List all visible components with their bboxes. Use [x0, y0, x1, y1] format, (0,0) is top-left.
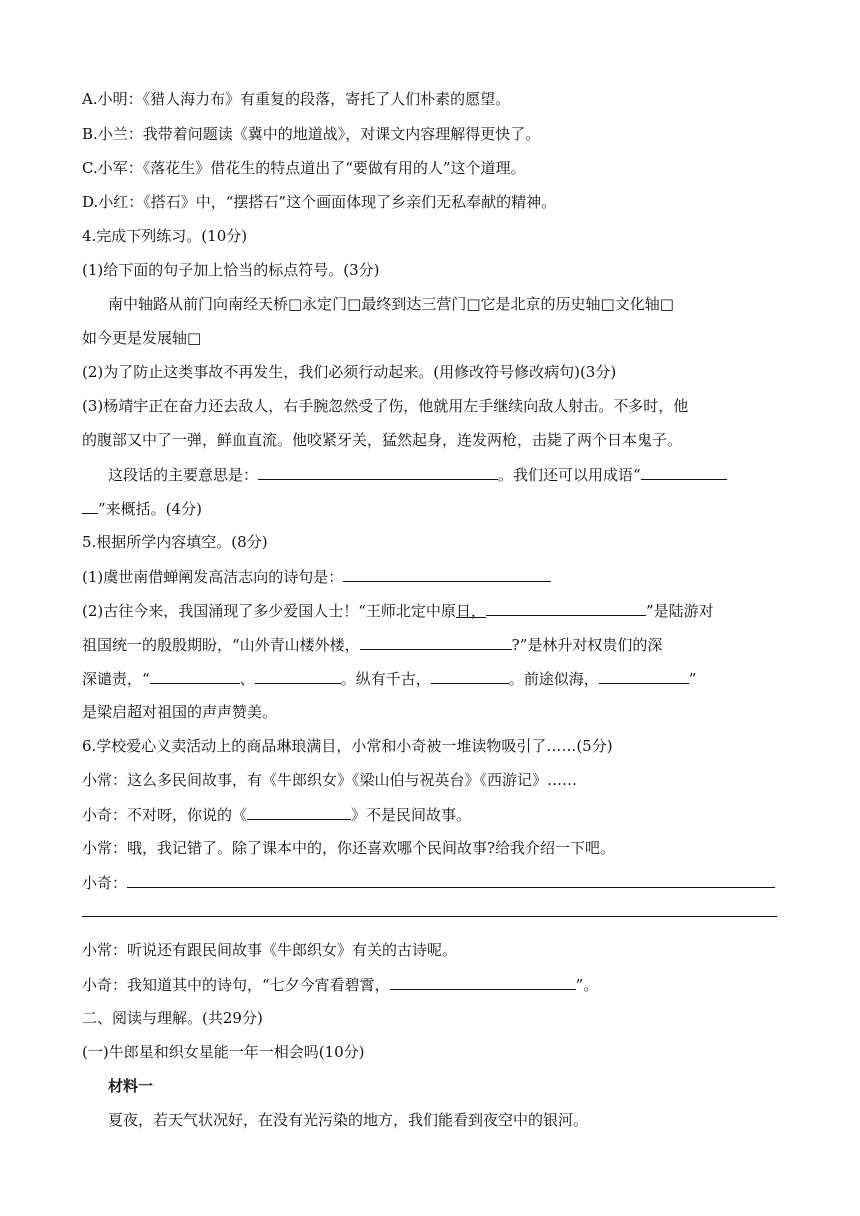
option-a: A.小明：《猎人海力布》有重复的段落，寄托了人们朴素的愿望。	[82, 90, 511, 108]
q4-part3-question-cont	[82, 498, 782, 518]
q5-text-f: 、	[239, 670, 255, 688]
idiom-blank[interactable]	[641, 464, 727, 480]
poem-blank-4[interactable]	[150, 668, 240, 684]
question-6-title: 6.学校爱心义卖活动上的商品琳琅满目，小常和小奇被一堆读物吸引了……(5分)	[82, 737, 613, 755]
story-intro-blank-line2[interactable]	[82, 916, 777, 917]
q5-part1	[82, 566, 782, 586]
q4-part1-title: (1)给下面的句子加上恰当的标点符号。(3分)	[82, 261, 380, 279]
q4-idiom-suffix: ”来概括。(4分)	[98, 500, 202, 518]
q6-dialog-2	[82, 804, 782, 824]
q5-part2-line3	[82, 668, 782, 688]
q4-part2: (2)为了防止这类事故不再发生，我们必须行动起来。(用修改符号修改病句)(3分)	[82, 363, 617, 381]
q4-idiom-label: 。我们还可以用成语“	[498, 466, 641, 484]
q6-dialog-4	[82, 872, 782, 892]
poem-blank-5[interactable]	[255, 668, 341, 684]
poem-blank-3[interactable]	[360, 634, 512, 650]
option-c: C.小军：《落花生》借花生的特点道出了“要做有用的人”这个道理。	[82, 159, 526, 177]
story-intro-blank[interactable]	[127, 872, 775, 888]
q6-dialog-4-label: 小奇：	[82, 874, 128, 892]
q6-dialog-6	[82, 974, 782, 994]
q5-text-d: ?”是林升对权贵们的深	[511, 636, 663, 654]
q5-text-a: (2)古往今来，我国涌现了多少爱国人士！“王师北定中原	[82, 602, 456, 620]
q5-part1-text: (1)虞世南借蝉阐发高洁志向的诗句是：	[82, 568, 344, 586]
q4-part1-text-line1: 南中轴路从前门向南经天桥□永定门□最终到达三营门□它是北京的历史轴□文化轴□	[108, 295, 674, 313]
material-1-text: 夏夜，若天气状况好，在没有光污染的地方，我们能看到夜空中的银河。	[108, 1111, 589, 1129]
poem-blank-2[interactable]	[486, 600, 646, 616]
question-5-title: 5.根据所学内容填空。(8分)	[82, 533, 268, 551]
q6-dialog-2-b: 》不是民间故事。	[351, 806, 472, 824]
q5-part2-line2	[82, 634, 782, 654]
poem-blank-6[interactable]	[431, 668, 509, 684]
q5-text-e: 深谴责，“	[82, 670, 150, 688]
q4-part3-line1: (3)杨靖宇正在奋力还去敌人，右手腕忽然受了伤，他就用左手继续向敌人射击。不多时，他	[82, 397, 689, 415]
idiom-blank-cont[interactable]	[82, 498, 98, 514]
q4-main-idea-label: 这段话的主要意思是：	[108, 466, 259, 484]
q4-part3-line2: 的腹部又中了一弹，鲜血直流。他咬紧牙关，猛然起身，连发两枪，击毙了两个日本鬼子。	[82, 431, 683, 449]
option-d: D.小红：《搭石》中，“摆搭石”这个画面体现了乡亲们无私奉献的精神。	[82, 193, 557, 211]
q5-text-h: 。前途似海，	[508, 670, 599, 688]
q5-text-b: ”是陆游对	[645, 602, 714, 620]
section-2-subtitle: (一)牛郎星和织女星能一年一相会吗(10分)	[82, 1043, 365, 1061]
main-idea-blank[interactable]	[258, 464, 498, 480]
q5-text-i: ”	[688, 670, 697, 688]
q6-dialog-5: 小常：听说还有跟民间故事《牛郎织女》有关的古诗呢。	[82, 941, 458, 959]
q6-dialog-1: 小常：这么多民间故事，有《牛郎织女》《梁山伯与祝英台》《西游记》……	[82, 771, 578, 789]
q5-underlined-ri: 日，	[455, 602, 486, 620]
q5-part2-line4: 是梁启超对祖国的声声赞美。	[82, 703, 278, 721]
q5-text-c: 祖国统一的殷殷期盼，“山外青山楼外楼，	[82, 636, 360, 654]
option-b: B.小兰：我带着问题读《冀中的地道战》，对课文内容理解得更快了。	[82, 125, 541, 143]
poem-blank-1[interactable]	[343, 566, 551, 582]
q6-dialog-6-b: ”。	[575, 976, 599, 994]
q6-dialog-6-a: 小奇：我知道其中的诗句，“七夕今宵看碧霄，	[82, 976, 390, 994]
q5-text-g: 。纵有千古，	[340, 670, 431, 688]
section-2-title: 二、阅读与理解。(共29分)	[82, 1009, 263, 1027]
q6-dialog-2-a: 小奇：不对呀，你说的《	[82, 806, 248, 824]
q4-part1-text-line2: 如今更是发展轴□	[82, 329, 202, 347]
material-1-label: 材料一	[108, 1077, 154, 1095]
poem-line-blank[interactable]	[390, 974, 576, 990]
q5-part2-line1	[82, 600, 782, 620]
q6-dialog-3: 小常：哦，我记错了。除了课本中的，你还喜欢哪个民间故事?给我介绍一下吧。	[82, 839, 616, 857]
question-4-title: 4.完成下列练习。(10分)	[82, 227, 248, 245]
q4-part3-question	[108, 464, 808, 484]
poem-blank-7[interactable]	[599, 668, 689, 684]
story-name-blank[interactable]	[247, 804, 351, 820]
